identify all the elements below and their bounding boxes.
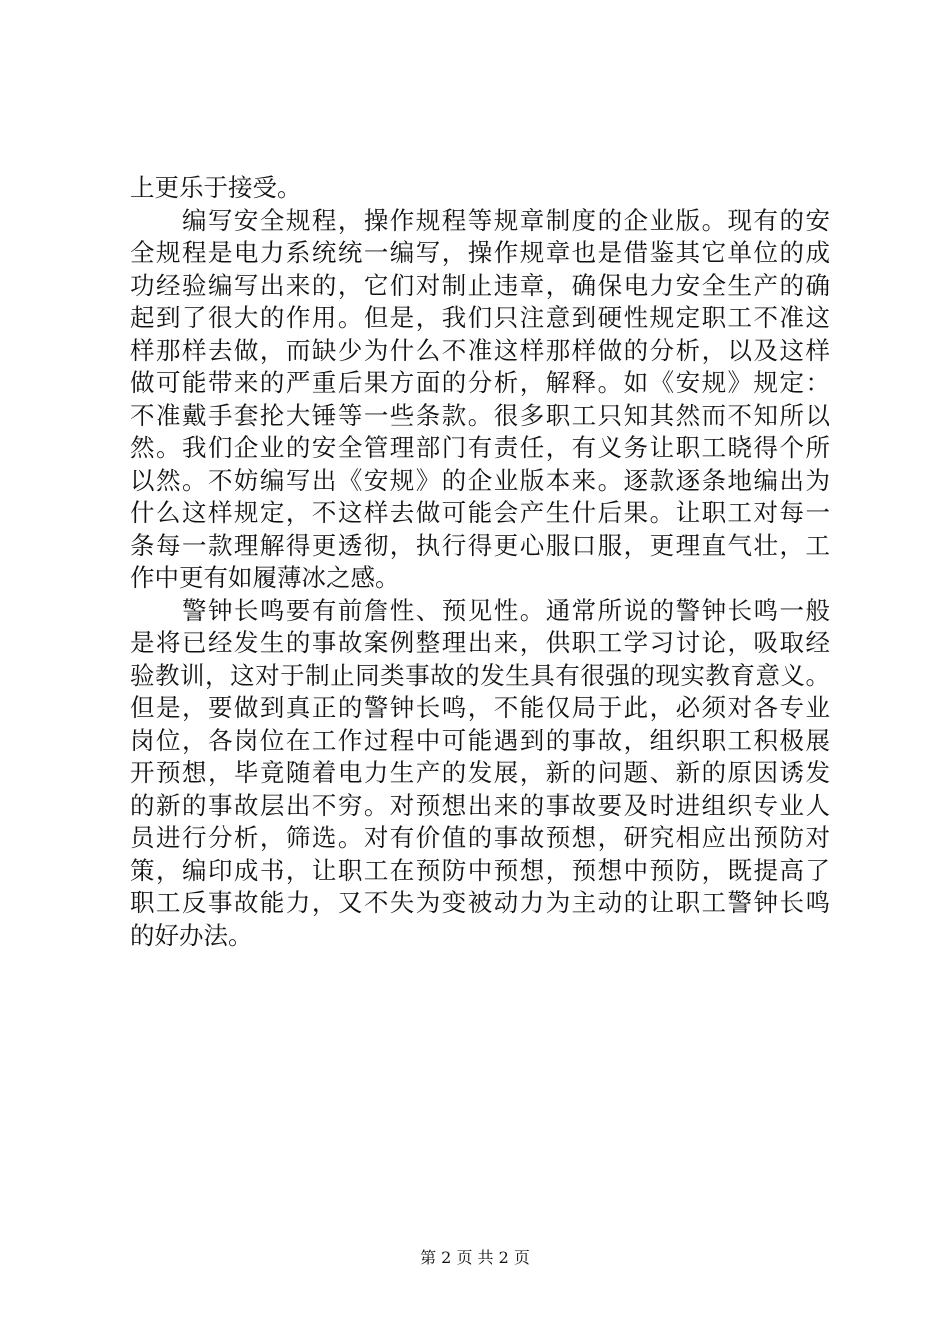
body-text bbox=[130, 172, 830, 952]
text-line: 然。我们企业的安全管理部门有责任，有义务让职工晓得个所 bbox=[130, 433, 830, 462]
text-line: 什么这样规定，不这样去做可能会产生什后果。让职工对每一 bbox=[130, 498, 830, 527]
text-line: 样那样去做，而缺少为什么不准这样那样做的分析，以及这样 bbox=[130, 335, 830, 365]
text-line: 员进行分析，筛选。对有价值的事故预想，研究相应出预防对 bbox=[130, 823, 830, 852]
text-line: 上更乐于接受。 bbox=[130, 173, 302, 202]
text-line: 是将已经发生的事故案例整理出来，供职工学习讨论，吸取经 bbox=[130, 628, 830, 657]
page-footer: 第 2 页 共 2 页 bbox=[420, 1248, 530, 1267]
text-line: 全规程是电力系统统一编写，操作规章也是借鉴其它单位的成 bbox=[130, 238, 830, 267]
text-line: 起到了很大的作用。但是，我们只注意到硬性规定职工不准这 bbox=[130, 303, 830, 332]
text-line: 验教训，这对于制止同类事故的发生具有很强的现实教育意义。 bbox=[130, 660, 830, 690]
text-line: 开预想，毕竟随着电力生产的发展，新的问题、新的原因诱发 bbox=[130, 758, 830, 787]
text-line: 不准戴手套抡大锤等一些条款。很多职工只知其然而不知所以 bbox=[130, 400, 830, 430]
text-line: 的好办法。 bbox=[130, 920, 253, 950]
text-line: 但是，要做到真正的警钟长鸣，不能仅局于此，必须对各专业 bbox=[130, 693, 830, 722]
text-line: 功经验编写出来的，它们对制止违章，确保电力安全生产的确 bbox=[130, 270, 830, 300]
text-line: 以然。不妨编写出《安规》的企业版本来。逐款逐条地编出为 bbox=[130, 465, 830, 495]
text-line: 的新的事故层出不穷。对预想出来的事故要及时进组织专业人 bbox=[130, 790, 830, 820]
text-line: 做可能带来的严重后果方面的分析，解释。如《安规》规定： bbox=[130, 368, 830, 397]
text-line: 警钟长鸣要有前詹性、预见性。通常所说的警钟长鸣一般 bbox=[130, 595, 830, 625]
text-line: 编写安全规程，操作规程等规章制度的企业版。现有的安 bbox=[130, 205, 830, 235]
text-line: 条每一款理解得更透彻，执行得更心服口服，更理直气壮，工 bbox=[130, 530, 830, 560]
text-line: 岗位，各岗位在工作过程中可能遇到的事故，组织职工积极展 bbox=[130, 725, 830, 755]
text-line: 策，编印成书，让职工在预防中预想，预想中预防，既提高了 bbox=[130, 855, 830, 885]
text-line: 职工反事故能力，又不失为变被动力为主动的让职工警钟长鸣 bbox=[130, 888, 830, 917]
text-line: 作中更有如履薄冰之感。 bbox=[130, 563, 400, 592]
